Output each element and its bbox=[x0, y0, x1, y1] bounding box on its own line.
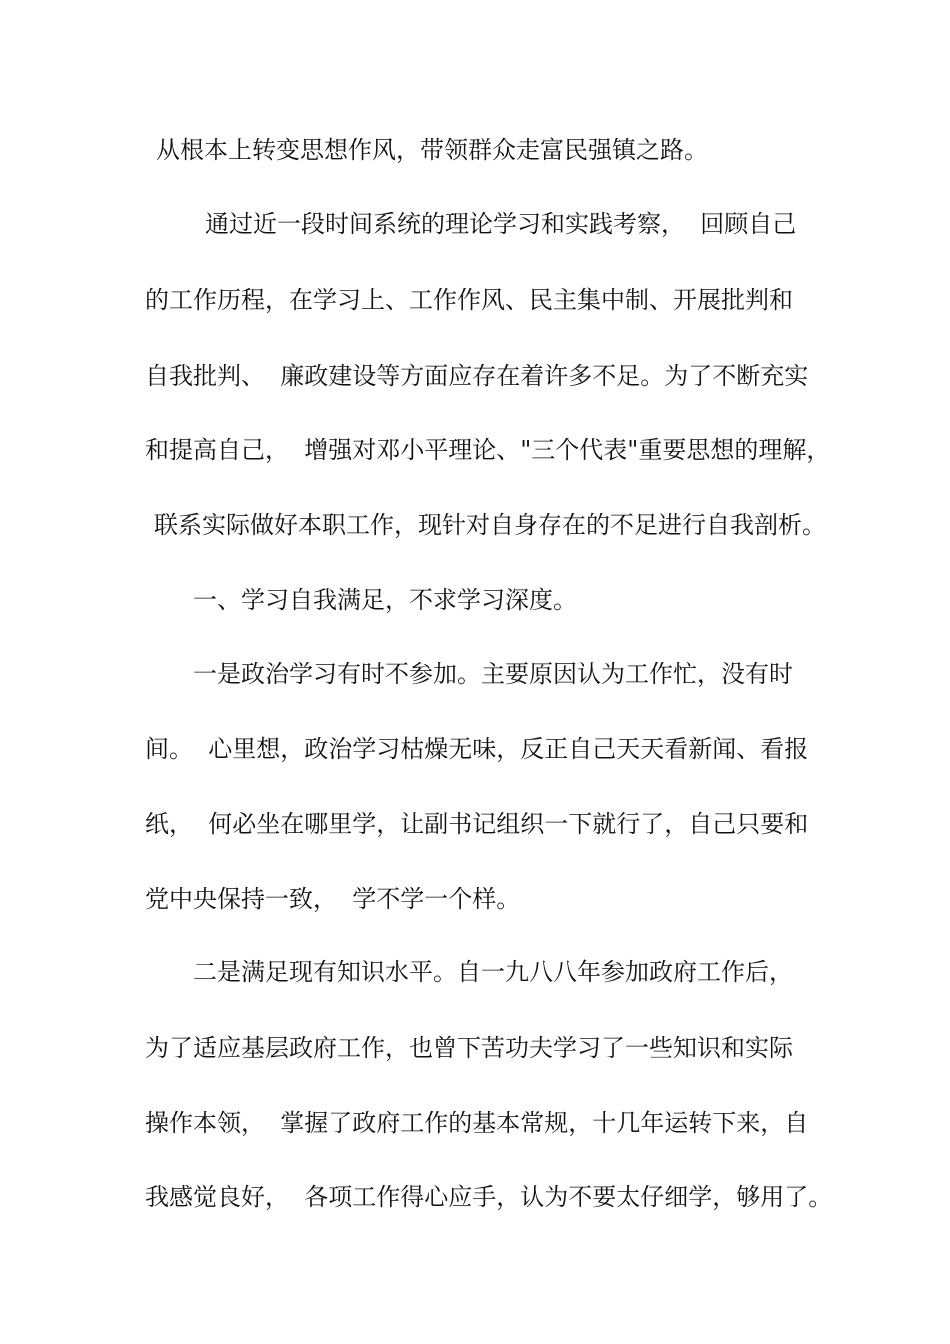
text-line-14: 操作本领， 掌握了政府工作的基本常规，十几年运转下来，自 bbox=[145, 1109, 809, 1137]
text-line-4: 自我批判、 廉政建设等方面应存在着许多不足。为了不断充实 bbox=[145, 362, 809, 390]
text-line-13: 为了适应基层政府工作，也曾下苦功夫学习了一些知识和实际 bbox=[145, 1034, 793, 1062]
text-line-12: 二是满足现有知识水平。自一九八八年参加政府工作后， bbox=[193, 958, 793, 986]
text-line-6: 联系实际做好本职工作，现针对自身存在的不足进行自我剖析。 bbox=[154, 511, 826, 539]
text-line-11: 党中央保持一致， 学不学一个样。 bbox=[145, 885, 521, 913]
text-line-8: 一是政治学习有时不参加。主要原因认为工作忙，没有时 bbox=[193, 660, 793, 688]
text-line-2: 通过近一段时间系统的理论学习和实践考察， 回顾自己 bbox=[205, 210, 797, 238]
text-line-10: 纸， 何必坐在哪里学，让副书记组织一下就行了，自己只要和 bbox=[145, 810, 809, 838]
text-line-15: 我感觉良好， 各项工作得心应手，认为不要太仔细学，够用了。 bbox=[145, 1183, 833, 1211]
text-line-5: 和提高自己， 增强对邓小平理论、"三个代表"重要思想的理解， bbox=[145, 436, 831, 464]
text-line-7: 一、学习自我满足，不求学习深度。 bbox=[193, 586, 577, 614]
text-line-9: 间。 心里想，政治学习枯燥无味，反正自己天天看新闻、看报 bbox=[145, 735, 809, 763]
text-line-1: 从根本上转变思想作风，带领群众走富民强镇之路。 bbox=[156, 136, 708, 164]
text-line-3: 的工作历程，在学习上、工作作风、民主集中制、开展批判和 bbox=[145, 286, 793, 314]
